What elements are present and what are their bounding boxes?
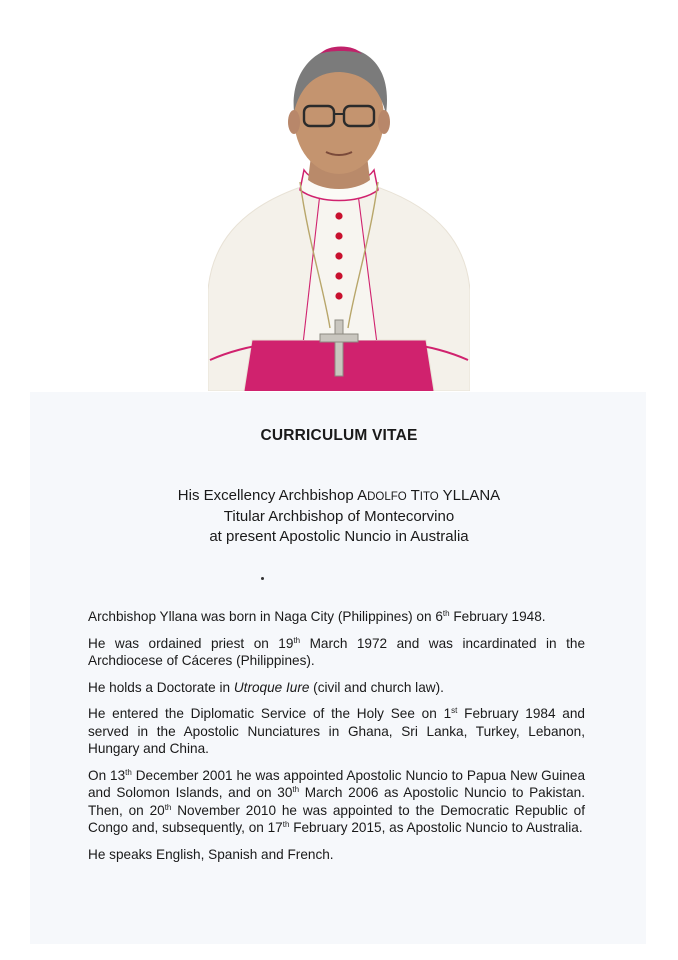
- appointments-text-c: March 2006 as Apostolic Nuncio to Pakistan. Then, on 20: [88, 785, 585, 818]
- appointments-text-d: November 2010 he was appointed to the Democratic Republic of Congo and, subsequently, on 17: [88, 802, 585, 835]
- subject-name-line: [0, 486, 678, 507]
- subject-block: [0, 486, 678, 547]
- subject-title-line: Titular Archbishop of Montecorvino: [223, 508, 455, 525]
- birth-ordinal: th: [442, 609, 450, 618]
- birth-text-a: Archbishop Yllana was born in Naga City (Philippines) on 6: [88, 609, 443, 624]
- appointments-text-a: On 13: [88, 767, 126, 783]
- paragraph-ordination: [88, 635, 585, 670]
- paragraph-languages: [88, 846, 585, 864]
- appointments-text-e: February 2015, as Apostolic Nuncio to Australia.: [289, 820, 583, 835]
- appointments-ordinal-2: th: [292, 785, 300, 794]
- appointments-ordinal-1: th: [125, 767, 132, 777]
- diplomatic-ordinal: st: [451, 706, 458, 715]
- paragraph-diplomatic-service: [88, 705, 585, 758]
- ordination-text-b: March 1972 and was incardinated in the Archdiocese of Cáceres (Philippines).: [88, 635, 585, 668]
- diplomatic-text-b: February 1984 and served in the Apostolic Nunciatures in Ghana, Sri Lanka, Turkey, Lebanon, Hungary and China.: [88, 706, 585, 756]
- subject-position-line: at present Apostolic Nuncio in Australia: [209, 528, 469, 545]
- document-title: CURRICULUM VITAE: [260, 427, 418, 444]
- birth-text-b: February 1948.: [449, 609, 546, 624]
- middle-name-rest: ITO: [419, 491, 439, 503]
- appointments-ordinal-4: th: [282, 820, 290, 829]
- ordination-text-a: He was ordained priest on 19: [88, 635, 294, 651]
- doctorate-text-a: He holds a Doctorate in: [88, 679, 234, 695]
- surname: YLLANA: [442, 487, 501, 504]
- diplomatic-text-a: He entered the Diplomatic Service of the Holy See on 1: [88, 706, 452, 721]
- subject-prefix: His Excellency Archbishop: [177, 487, 354, 504]
- stray-dot: [261, 577, 264, 580]
- paragraph-birth: [88, 608, 585, 626]
- paragraph-doctorate: [88, 679, 585, 697]
- cv-body: [88, 608, 585, 872]
- paragraph-appointments: [88, 767, 585, 837]
- appointments-ordinal-3: th: [164, 802, 172, 812]
- first-name-rest: DOLFO: [367, 491, 407, 503]
- ordination-ordinal: th: [293, 635, 301, 645]
- first-name-initial: A: [357, 487, 368, 504]
- doctorate-text-b: (civil and church law).: [309, 679, 444, 695]
- portrait-photo: [208, 40, 470, 391]
- middle-name-initial: T: [410, 487, 420, 504]
- languages-text: He speaks English, Spanish and French.: [88, 846, 334, 862]
- doctorate-italic: Utroque Iure: [233, 679, 310, 695]
- appointments-text-b: December 2001 he was appointed Apostolic Nuncio to Papua New Guinea and Solomon Islands, and on 30: [88, 767, 586, 800]
